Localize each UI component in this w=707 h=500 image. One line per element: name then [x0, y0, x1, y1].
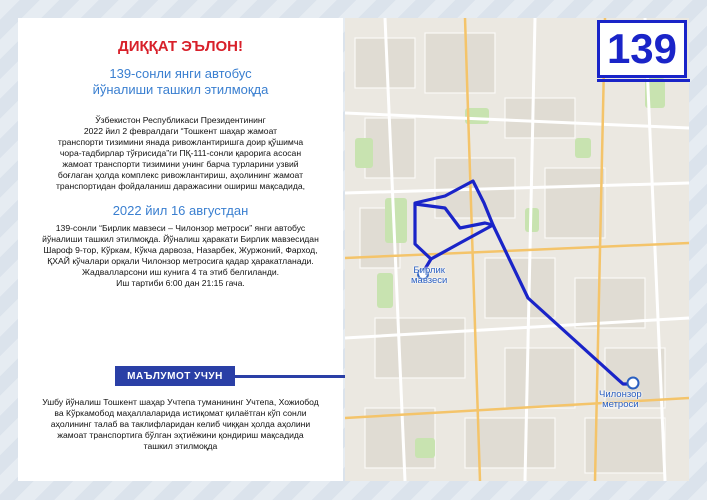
- text-line: аҳолининг талаб ва таклифларидан келиб чиққан ҳолда аҳолини: [50, 419, 311, 429]
- text-line: ҚХАЙ кўчалари орқали Чилонзор метросига қадар ҳаракатланади.: [47, 256, 314, 266]
- stop-label-line: Чилонзор: [599, 389, 642, 400]
- subtitle-line: 139-сонли янги автобус: [109, 66, 252, 81]
- route-number-badge: [597, 20, 687, 78]
- text-line: Ушбу йўналиш Тошкент шаҳар Учтепа туманининг Учтепа, Хожиобод: [42, 397, 319, 407]
- stop-label-line: мавзеси: [411, 275, 448, 286]
- route-map: [345, 18, 689, 481]
- info-label: МАЪЛУМОТ УЧУН: [115, 366, 235, 386]
- text-line: 139-сонли “Бирлик мавзеси – Чилонзор метроси” янги автобус: [55, 223, 306, 233]
- text-line: Ўзбекистон Республикаси Президентининг: [95, 115, 266, 125]
- text-line: йўналиши ташкил этилмоқда. Йўналиш ҳаракати Бирлик мавзесидан: [42, 234, 319, 244]
- subtitle-line: йўналиши ташкил этилмоқда: [92, 82, 269, 97]
- stop-marker-end: [628, 378, 639, 389]
- text-line: чора-тадбирлар тўғрисида”ги ПҚ-111-сонли қарорига асосан: [59, 148, 302, 158]
- text-line: Шароф 9-тор, Кўркам, Кўкча дарвоза, Назарбек, Журжоний, Фарход,: [43, 245, 318, 255]
- text-line: жамоат транспортига бўлган эҳтиёжини қондириш мақсадида: [57, 430, 304, 440]
- info-paragraph: [28, 397, 333, 452]
- start-date-heading: 2022 йил 16 августдан: [112, 203, 249, 218]
- text-line: транспортидан фойдаланиш даражасини ошириш мақсадида,: [55, 181, 306, 191]
- text-line: ва Кўркамобод маҳаллаларида истиқомат қилаётган кўп сонли: [54, 408, 307, 418]
- notice-panel: [18, 18, 343, 481]
- route-number: 139: [606, 25, 678, 72]
- notice-title: ДИҚҚАТ ЭЪЛОН!: [118, 38, 243, 55]
- text-line: 2022 йил 2 февралдаги “Тошкент шаҳар жамоат: [83, 126, 278, 136]
- decree-paragraph: [28, 115, 333, 192]
- stop-label-line: метроси: [602, 399, 639, 410]
- text-line: ташкил этилмоқда: [143, 441, 218, 451]
- stop-label-end: [599, 390, 642, 410]
- stop-label-line: Бирлик: [413, 265, 445, 276]
- text-line: транспорти тизимини янада ривожлантиришга доир қўшимча: [57, 137, 304, 147]
- text-line: боғлаган ҳолда комплекс ривожлантириш, аҳолининг жамоат: [57, 170, 304, 180]
- notice-subtitle: [18, 66, 343, 98]
- stop-label-start: [411, 266, 447, 286]
- route-description-paragraph: [28, 223, 333, 289]
- text-line: Иш тартиби 6:00 дан 21:15 гача.: [116, 278, 245, 288]
- text-line: Жадвалларсони иш кунига 4 та этиб белгиланди.: [81, 267, 280, 277]
- map-graphic: [345, 18, 689, 481]
- badge-underline: [597, 79, 690, 82]
- text-line: жамоат транспорти тизимини унинг барча турларини узвий: [62, 159, 299, 169]
